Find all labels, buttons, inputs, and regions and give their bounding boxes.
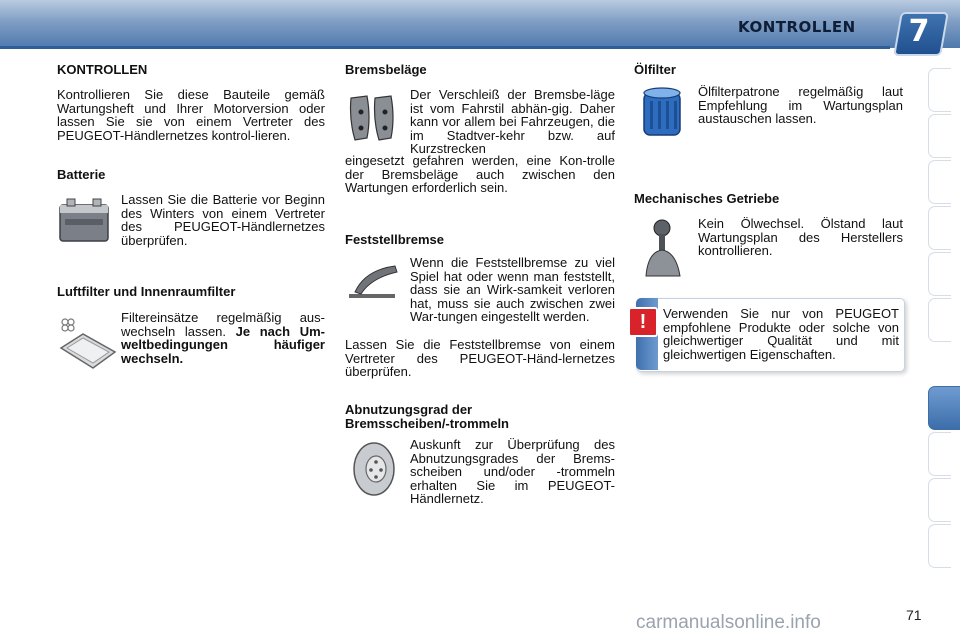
- oelfilter-text: Ölfilterpatrone regelmäßig laut Empfehlung im Wartungsplan austauschen lassen.: [698, 84, 903, 126]
- watermark: carmanualsonline.info: [636, 612, 821, 633]
- chapter-tab[interactable]: [928, 160, 951, 204]
- chapter-tab[interactable]: [928, 68, 951, 112]
- chapter-tab[interactable]: [928, 252, 951, 296]
- luftfilter-text-regular: Filtereinsätze regelmäßig aus-wechseln lassen.: [121, 310, 325, 339]
- abnutzung-text: Auskunft zur Überprüfung des Abnutzungsgrades der Brems-scheiben und/oder -trommeln erhalten Sie im PEUGEOT-Händlernetz.: [410, 437, 615, 506]
- chapter-tab[interactable]: [928, 298, 951, 342]
- abnutzung-heading-2: Bremsscheiben/-trommeln: [345, 416, 509, 431]
- batterie-heading: Batterie: [57, 167, 106, 182]
- chapter-tab-active[interactable]: [928, 386, 960, 430]
- luftfilter-heading: Luftfilter und Innenraumfilter: [57, 284, 236, 299]
- header-rule: [0, 46, 890, 49]
- feststellbremse-heading: Feststellbremse: [345, 232, 444, 247]
- oil-filter-icon: [640, 85, 684, 139]
- chapter-number: 7: [908, 14, 930, 49]
- oelfilter-heading: Ölfilter: [634, 62, 676, 77]
- chapter-tab[interactable]: [928, 432, 951, 476]
- intro-heading: KONTROLLEN: [57, 62, 148, 77]
- chapter-title: KONTROLLEN: [738, 18, 856, 36]
- luftfilter-text-bold: Je nach Um-weltbedingungen häufiger wechseln.: [121, 323, 325, 366]
- chapter-tabs: [928, 68, 960, 573]
- getriebe-heading: Mechanisches Getriebe: [634, 191, 780, 206]
- bremsbelaege-text-b: eingesetzt gefahren werden, eine Kon-trolle der Bremsbeläge auch zwischen den Wartungen erforderlich sein.: [345, 153, 615, 195]
- luftfilter-text: [121, 311, 325, 365]
- abnutzung-heading-1: Abnutzungsgrad der: [345, 402, 473, 417]
- chapter-tab[interactable]: [928, 114, 951, 158]
- bremsbelaege-text-a: Der Verschleiß der Bremsbe-läge ist vom Fahrstil abhän-gig. Daher kann vor allem bei Fahrzeugen, die im Stadtver-kehr bzw. auf Kurzstrecken: [410, 87, 615, 156]
- handbrake-icon: [345, 262, 401, 302]
- chapter-tab[interactable]: [928, 478, 951, 522]
- bremsbelaege-heading: Bremsbeläge: [345, 62, 427, 77]
- batterie-text: Lassen Sie die Batterie vor Beginn des Winters von einem Vertreter des PEUGEOT-Händlernetzes überprüfen.: [121, 192, 325, 248]
- chapter-tab[interactable]: [928, 524, 951, 568]
- feststellbremse-text-b: Lassen Sie die Feststellbremse von einem Vertreter des PEUGEOT-Händ-lernetzes überprüfen.: [345, 337, 615, 379]
- page-number: 71: [906, 607, 922, 623]
- intro-text: Kontrollieren Sie diese Bauteile gemäß Wartungsheft und Ihrer Motorversion oder lassen Sie sie von einem Vertreter des PEUGEOT-Händlernetzes kontrol-lieren.: [57, 87, 325, 143]
- brake-disc-icon: [350, 440, 398, 498]
- filter-icon: [57, 316, 117, 374]
- note-text: Verwenden Sie nur von PEUGEOT empfohlene Produkte oder solche von gleichwertiger Qualität und mit gleichwertigen Eigenschaften.: [663, 306, 899, 362]
- gearshift-icon: [640, 218, 686, 280]
- chapter-tab[interactable]: [928, 206, 951, 250]
- feststellbremse-text-a: Wenn die Feststellbremse zu viel Spiel hat oder wenn man feststellt, dass sie an Wirk-samkeit verloren hat, muss sie auch zwischen zwei War-tungen eingestellt werden.: [410, 255, 615, 324]
- brake-pads-icon: [345, 90, 403, 146]
- getriebe-text: Kein Ölwechsel. Ölstand laut Wartungsplan des Herstellers kontrollieren.: [698, 216, 903, 258]
- warning-icon: !: [628, 307, 658, 337]
- battery-icon: [57, 195, 111, 245]
